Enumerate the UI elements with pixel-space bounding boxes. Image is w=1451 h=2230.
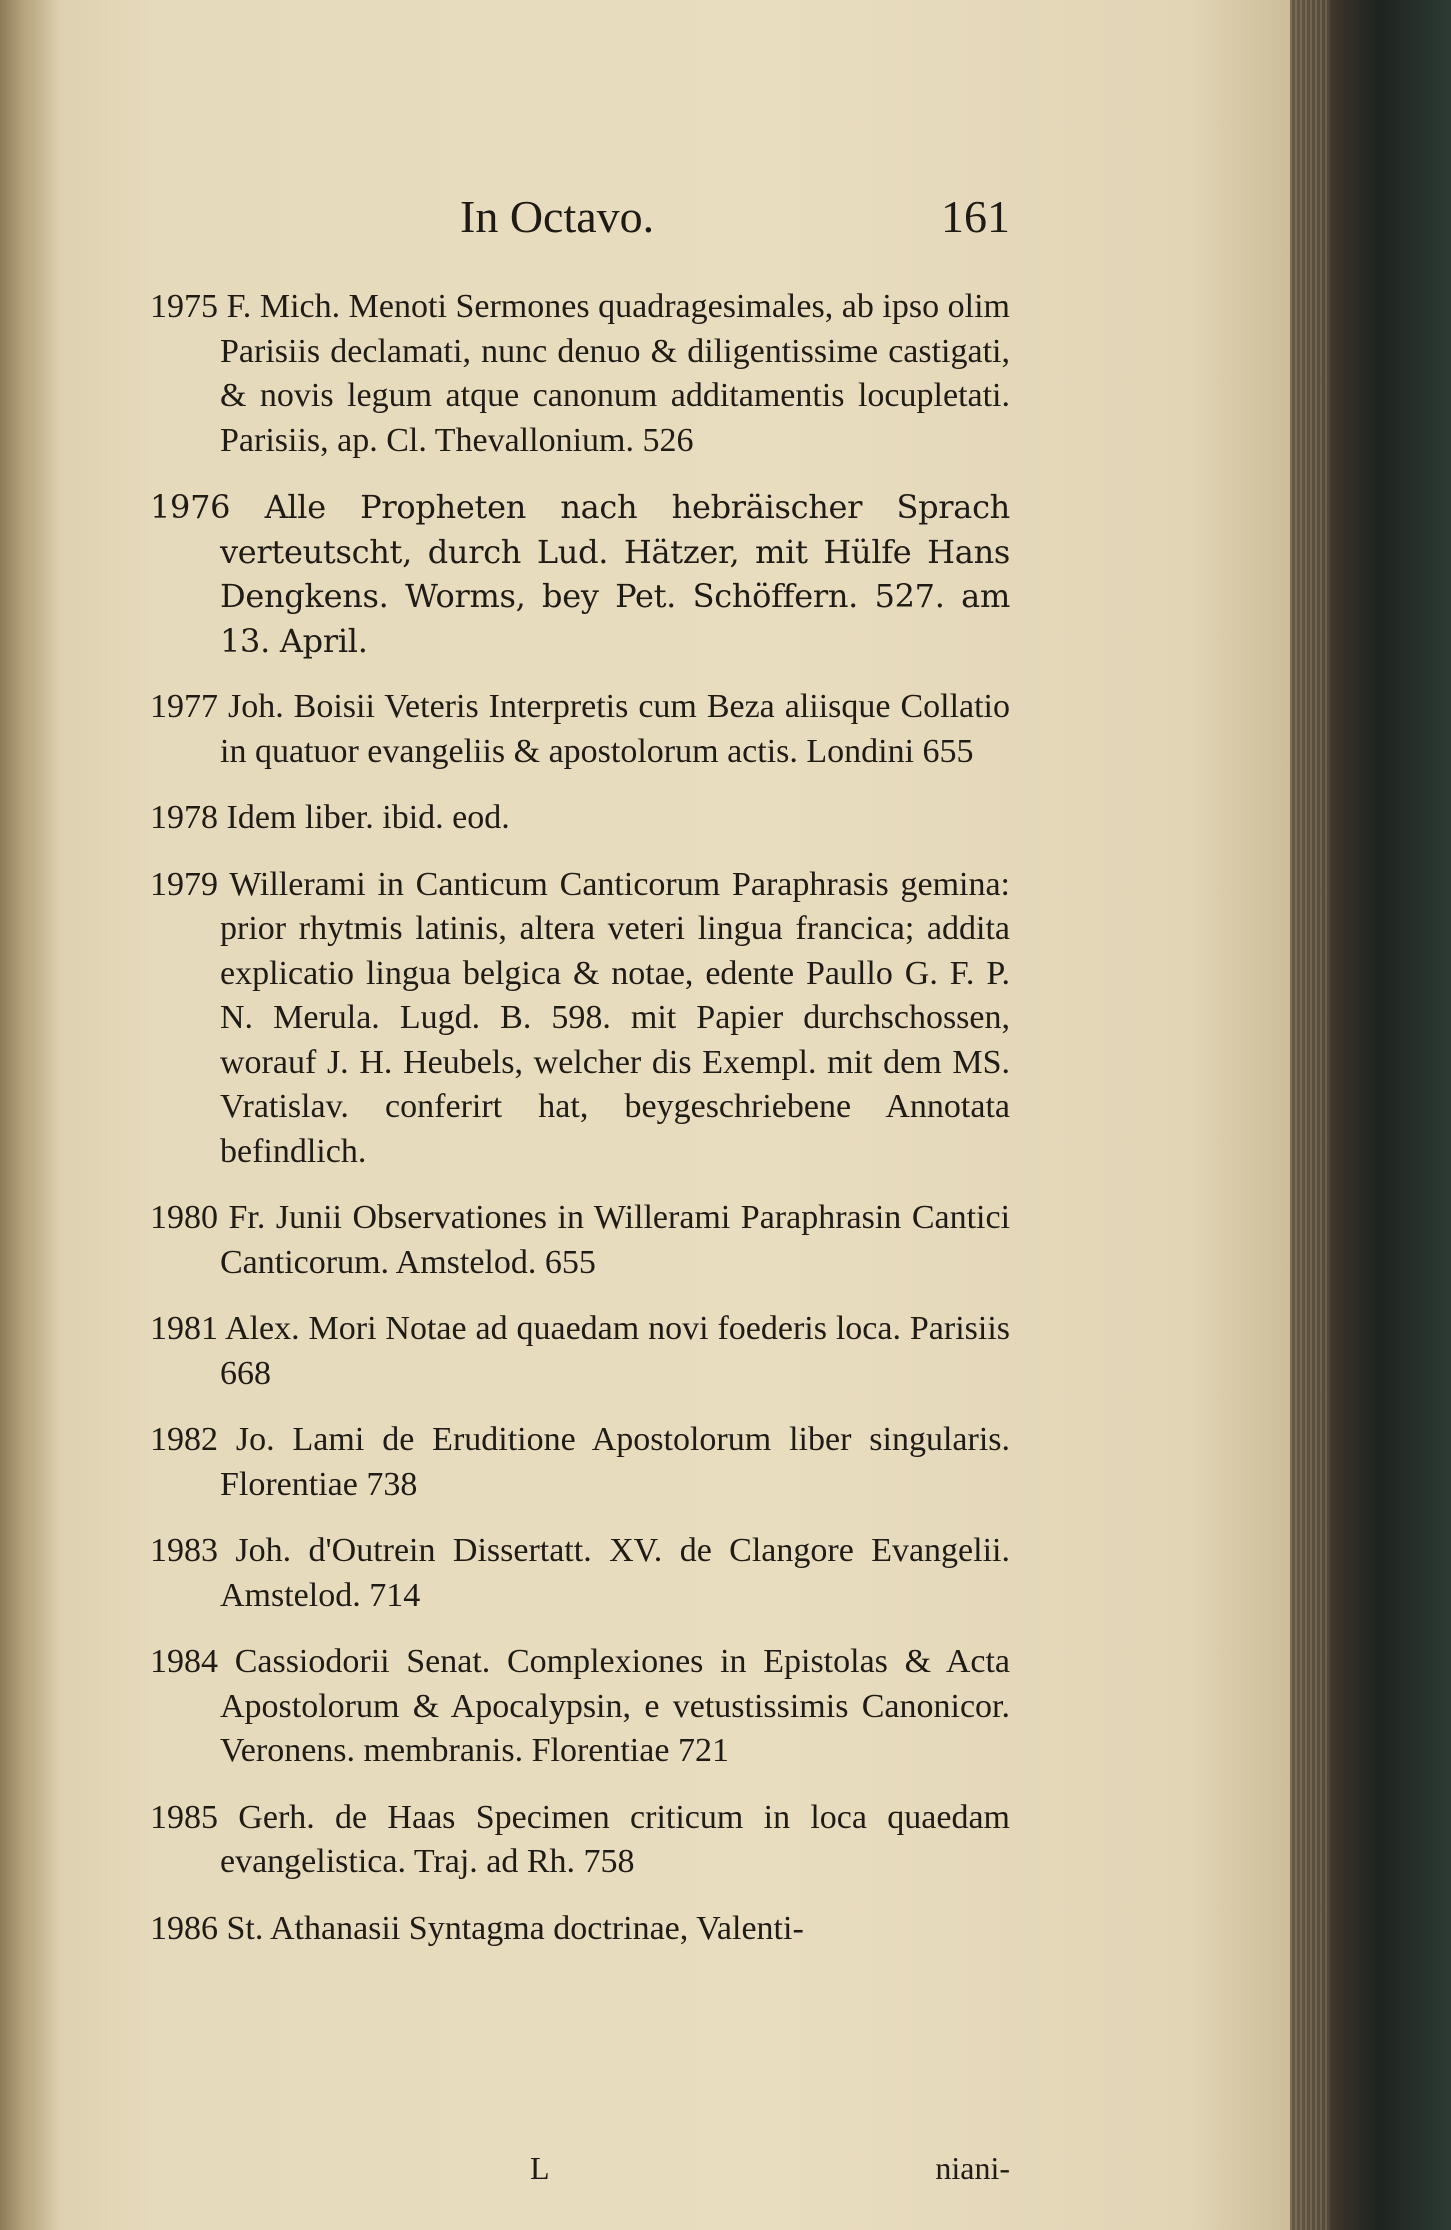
page-gutter xyxy=(0,0,60,2230)
catchword: niani- xyxy=(935,2150,1010,2186)
entry-text: Alle Propheten nach hebräischer Sprach verteutscht, durch Lud. Hätzer, mit Hülfe Hans Dengkens. Worms, bey Pet. Schöffern. 527. am 13. April. xyxy=(220,488,1010,660)
page-number: 161 xyxy=(941,191,1010,242)
entry-text: Idem liber. ibid. eod. xyxy=(226,799,510,836)
page-stack-edge xyxy=(1290,0,1330,2230)
page-footer xyxy=(150,2150,1010,2190)
entry-number: 1983 xyxy=(150,1532,218,1569)
catalog-entry xyxy=(150,285,1010,463)
catalog-entry xyxy=(150,685,1010,774)
entry-number: 1976 xyxy=(150,488,231,526)
catalog-entries xyxy=(150,285,1010,1973)
catalog-entry xyxy=(150,1907,1010,1952)
entry-number: 1982 xyxy=(150,1421,218,1458)
entry-number: 1975 xyxy=(150,288,218,325)
catalog-entry xyxy=(150,1418,1010,1507)
catalog-entry xyxy=(150,796,1010,841)
entry-text: Gerh. de Haas Specimen criticum in loca quaedam evangelistica. Traj. ad Rh. 758 xyxy=(220,1798,1011,1880)
entry-number: 1984 xyxy=(150,1643,218,1680)
entry-number: 1985 xyxy=(150,1798,218,1836)
entry-text: Jo. Lami de Eruditione Apostolorum liber singularis. Florentiae 738 xyxy=(220,1421,1011,1503)
entry-text: F. Mich. Menoti Sermones quadragesimales, ab ipso olim Parisiis declamati, nunc denuo & diligentissime castigati, & novis legum atque canonum additamentis locupletati. Parisiis, ap. Cl. Thevallonium. 526 xyxy=(220,288,1011,459)
entry-number: 1979 xyxy=(150,865,218,903)
signature-mark: L xyxy=(530,2150,550,2186)
entry-number: 1980 xyxy=(150,1199,218,1236)
entry-text: Alex. Mori Notae ad quaedam novi foederis loca. Parisiis 668 xyxy=(220,1310,1010,1392)
catalog-entry xyxy=(150,1307,1010,1396)
catalog-entry xyxy=(150,1796,1010,1885)
catalog-entry xyxy=(150,1529,1010,1618)
catalog-entry xyxy=(150,485,1010,663)
entry-text: Fr. Junii Observationes in Willerami Paraphrasin Cantici Canticorum. Amstelod. 655 xyxy=(220,1199,1011,1281)
entry-number: 1981 xyxy=(150,1310,218,1347)
catalog-entry xyxy=(150,863,1010,1175)
entry-number: 1977 xyxy=(150,688,218,725)
catalog-entry xyxy=(150,1640,1010,1774)
entry-number: 1978 xyxy=(150,799,218,836)
catalog-entry xyxy=(150,1196,1010,1285)
entry-text: Willerami in Canticum Canticorum Paraphrasis gemina: prior rhytmis latinis, altera veteri lingua francica; addita explicatio lingua belgica & notae, edente Paullo G. F. P. N. Merula. Lugd. B. 598. mit Papier durchschossen, worauf J. H. Heubels, welcher dis Exempl. mit dem MS. Vratislav. conferirt hat, beygeschriebene Annotata befindlich. xyxy=(220,865,1011,1170)
running-title: In Octavo. xyxy=(460,191,655,242)
entry-text: Joh. Boisii Veteris Interpretis cum Beza aliisque Collatio in quatuor evangeliis & apostolorum actis. Londini 655 xyxy=(220,688,1010,770)
running-header xyxy=(150,190,1010,250)
entry-number: 1986 xyxy=(150,1909,218,1947)
entry-text: Cassiodorii Senat. Complexiones in Epistolas & Acta Apostolorum & Apocalypsin, e vetustissimis Canonicor. Veronens. membranis. Florentiae 721 xyxy=(220,1643,1011,1769)
entry-text: St. Athanasii Syntagma doctrinae, Valenti- xyxy=(226,1909,804,1947)
entry-text: Joh. d'Outrein Dissertatt. XV. de Clangore Evangelii. Amstelod. 714 xyxy=(220,1532,1010,1614)
